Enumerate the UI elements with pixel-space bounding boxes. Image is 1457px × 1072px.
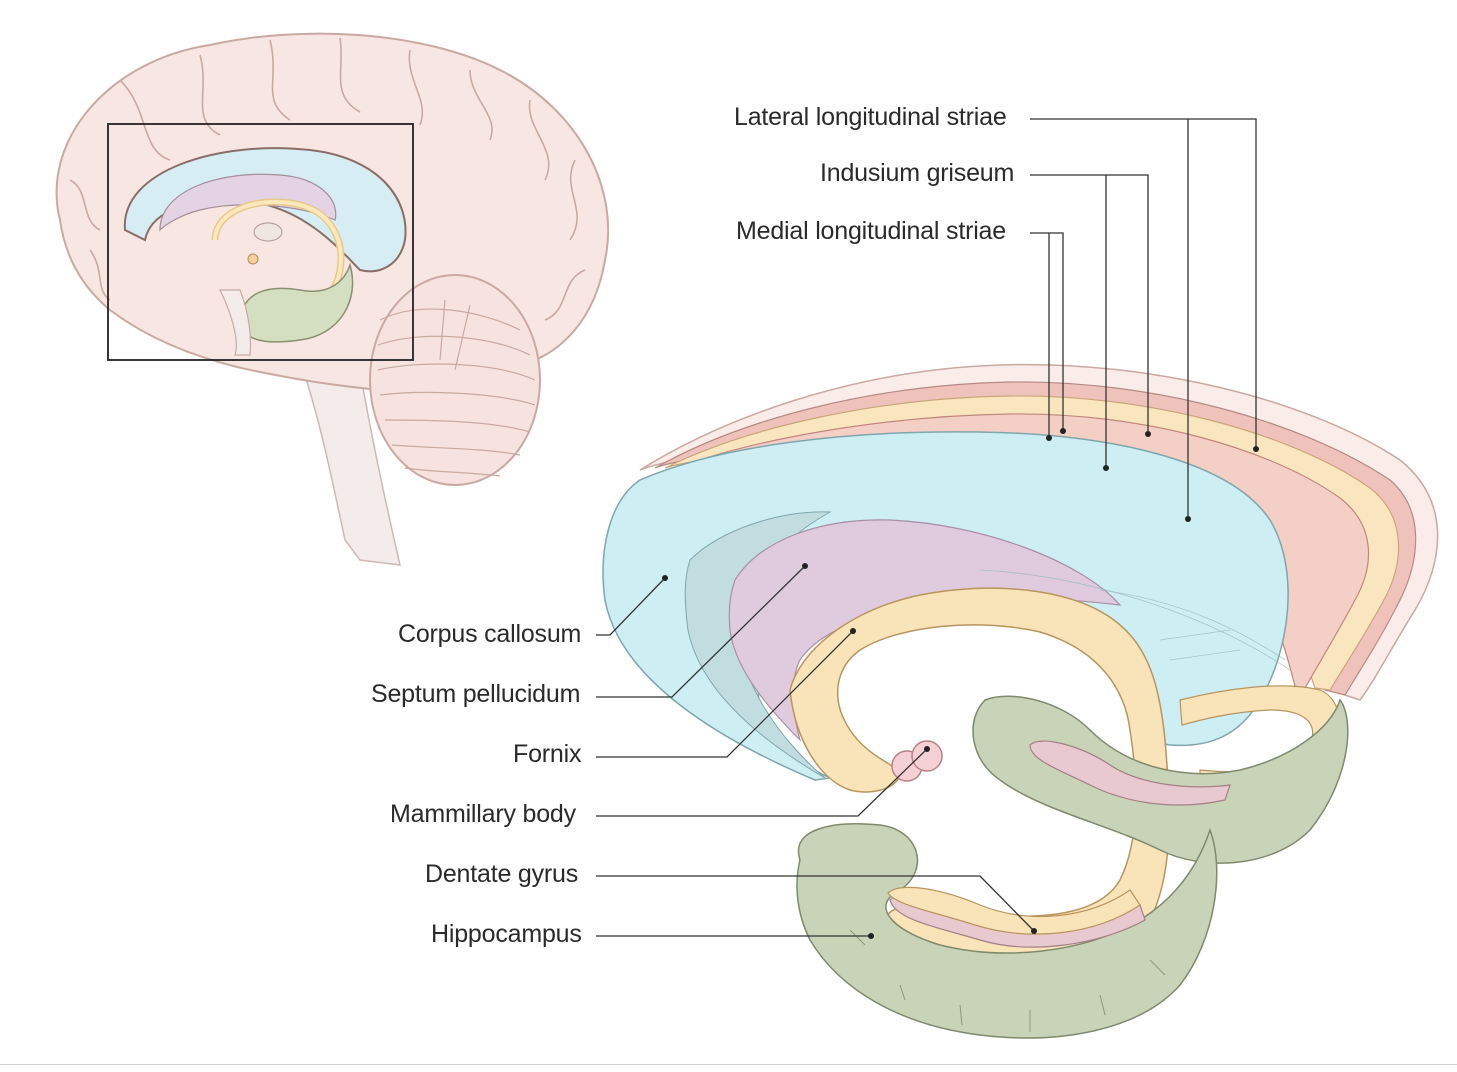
limbic-3d-illustration xyxy=(603,365,1438,1038)
cerebellum xyxy=(370,275,540,485)
label-hippocampus: Hippocampus xyxy=(431,920,582,948)
label-dentate-gyrus: Dentate gyrus xyxy=(425,860,579,888)
bottom-divider xyxy=(0,1064,1457,1065)
label-lateral-longitudinal-striae: Lateral longitudinal striae xyxy=(734,103,1007,131)
label-indusium-griseum: Indusium griseum xyxy=(820,159,1015,187)
brain-sagittal-inset xyxy=(57,34,609,565)
label-medial-longitudinal-striae: Medial longitudinal striae xyxy=(736,217,1006,245)
label-fornix: Fornix xyxy=(513,740,582,768)
label-septum-pellucidum: Septum pellucidum xyxy=(371,680,581,708)
label-mammillary-body: Mammillary body xyxy=(390,800,576,828)
mammillary-body-2 xyxy=(912,741,942,771)
label-corpus-callosum: Corpus callosum xyxy=(398,620,582,648)
